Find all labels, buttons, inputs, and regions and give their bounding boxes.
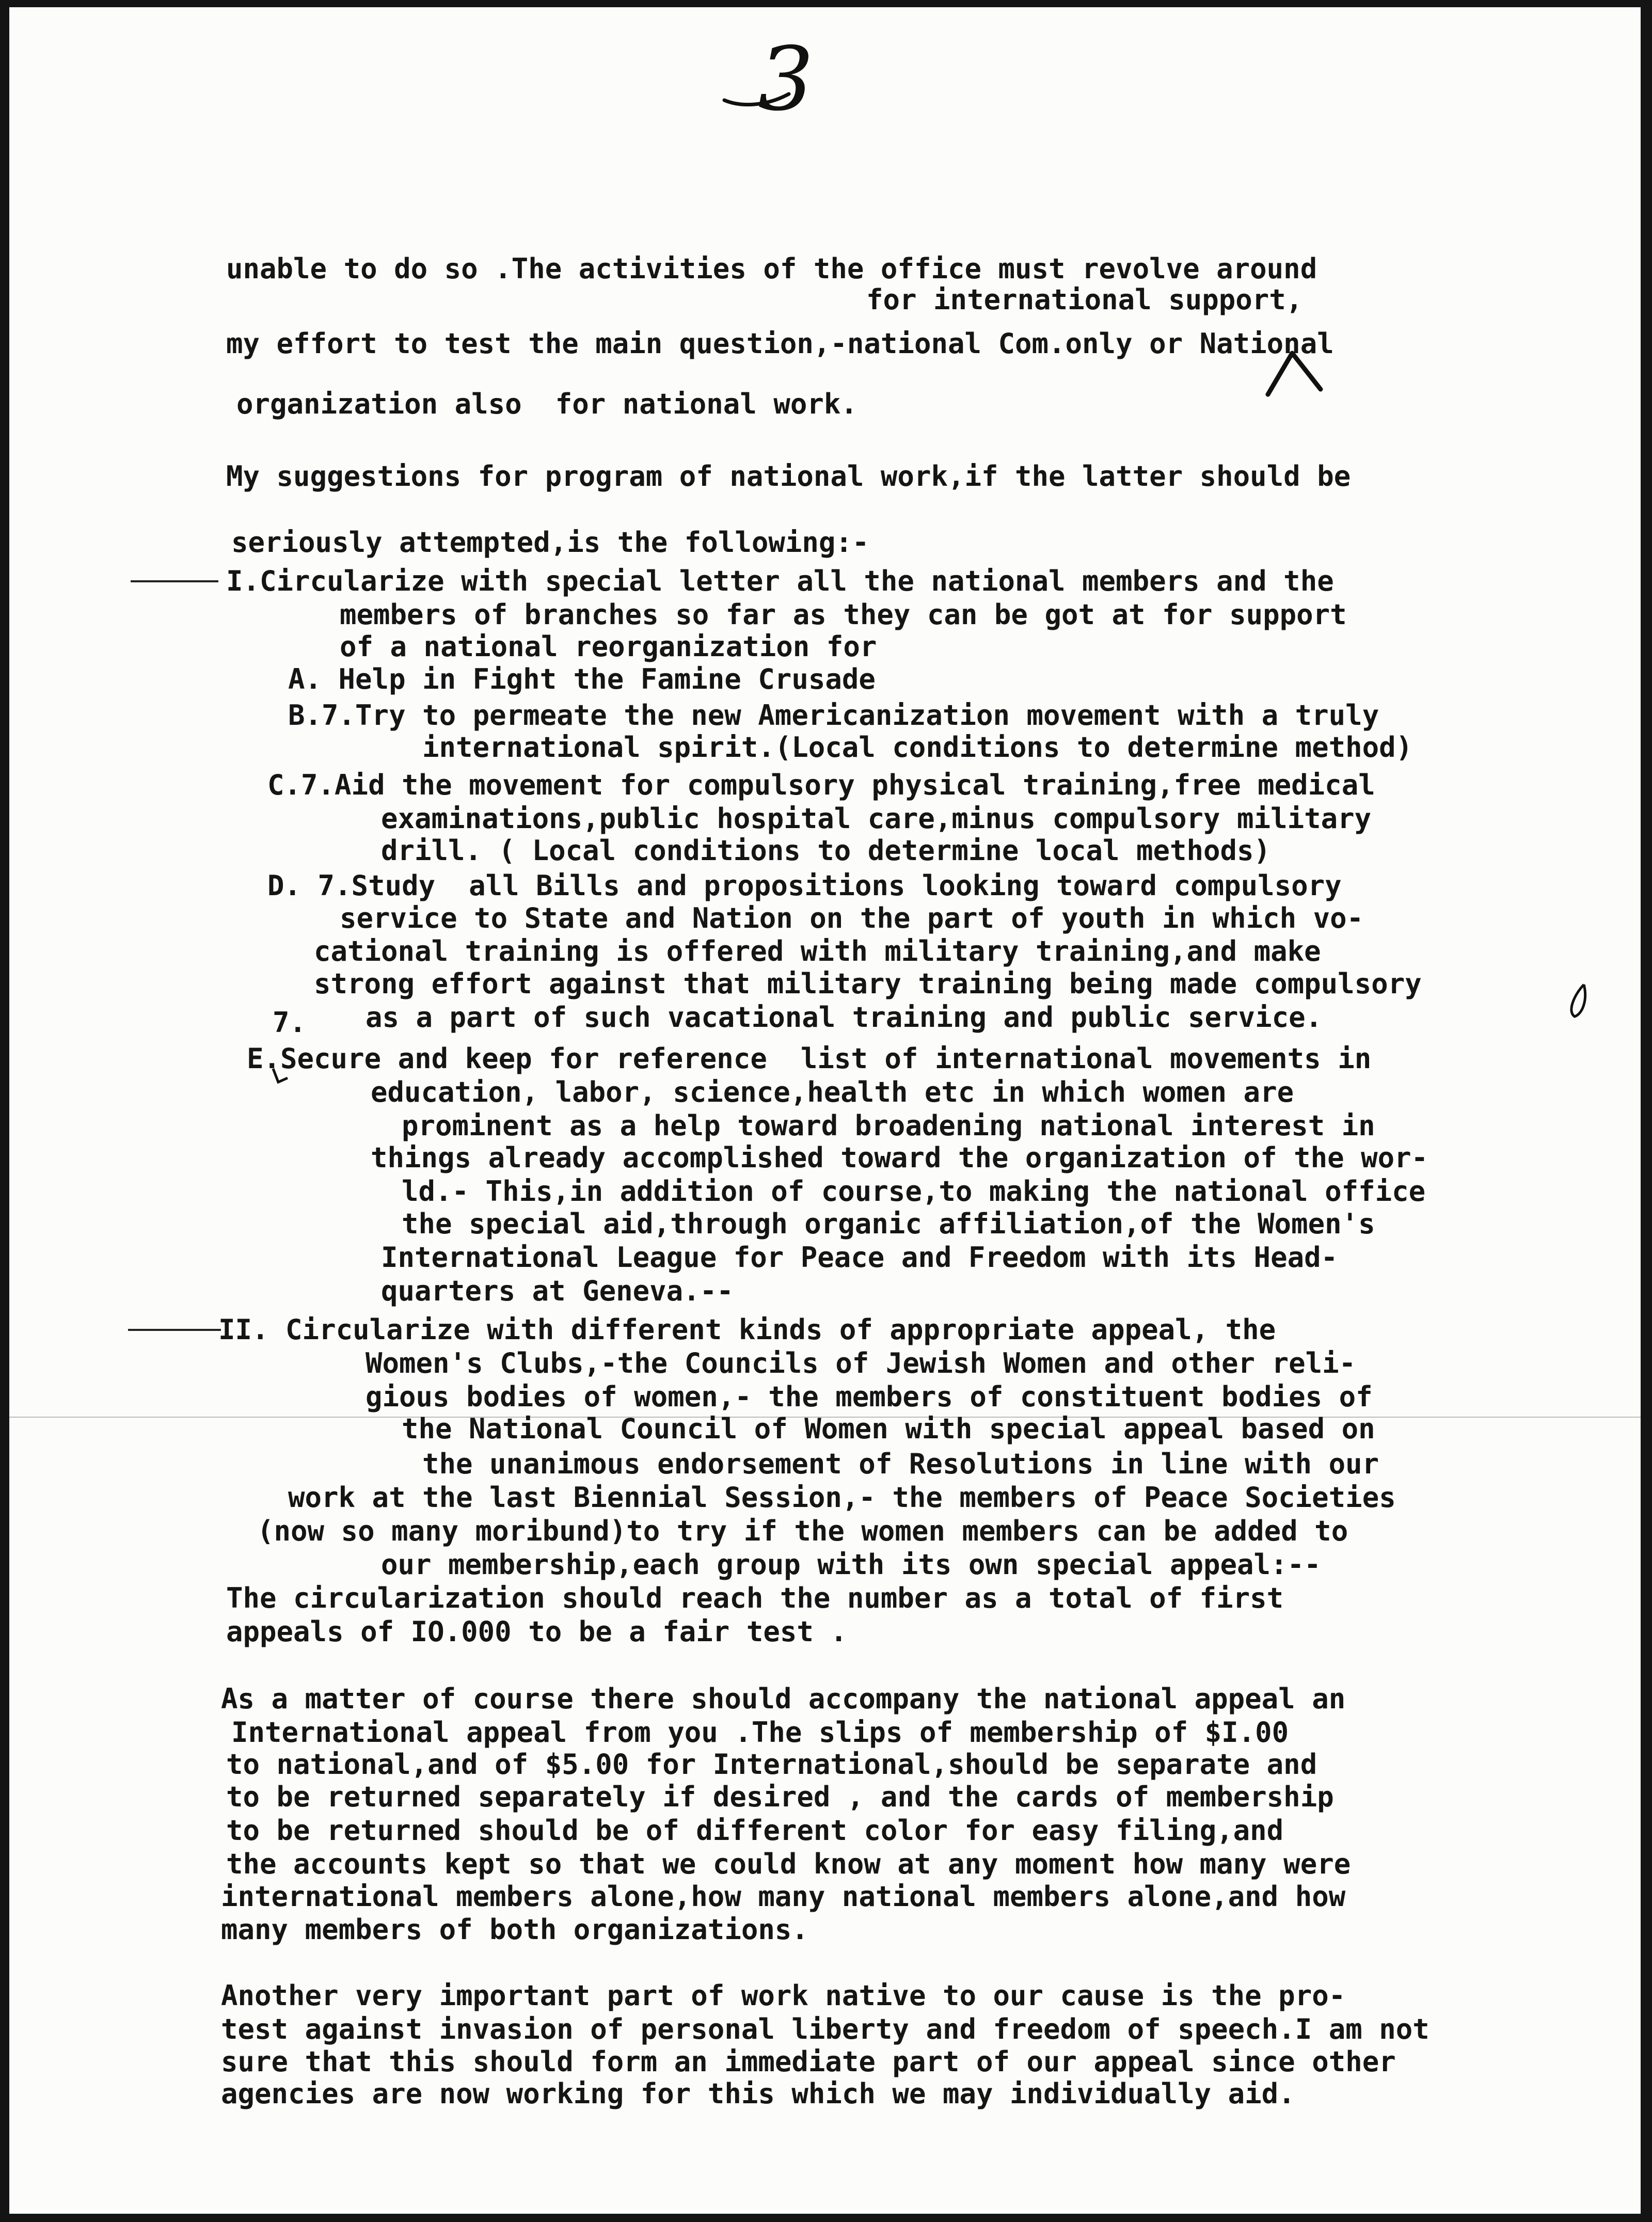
text-line: the unanimous endorsement of Resolutions in line with our — [422, 1448, 1379, 1480]
text-line: The circularization should reach the number as a total of first — [226, 1582, 1284, 1614]
pen-mark — [1563, 980, 1594, 1022]
margin-mark — [131, 580, 218, 582]
text-line: A. Help in Fight the Famine Crusade — [288, 663, 876, 695]
text-line: prominent as a help toward broadening national interest in — [402, 1109, 1375, 1142]
text-line: As a matter of course there should accompany the national appeal an — [221, 1683, 1346, 1715]
handwritten-insertion: for international support, — [866, 283, 1303, 316]
text-line: organization also for national work. — [236, 388, 857, 420]
text-line: to be returned separately if desired , and the cards of membership — [226, 1781, 1334, 1813]
text-line: sure that this should form an immediate part of our appeal since other — [221, 2045, 1396, 2078]
text-line: drill. ( Local conditions to determine local methods) — [381, 834, 1271, 867]
text-line: cational training is offered with military training,and make — [314, 935, 1321, 967]
text-line: E.Secure and keep for reference list of international movements in — [247, 1042, 1372, 1075]
text-line: International appeal from you .The slips of membership of $I.00 — [231, 1716, 1289, 1749]
text-line: unable to do so .The activities of the office must revolve around — [226, 252, 1317, 285]
text-line: the accounts kept so that we could know at any moment how many were — [226, 1848, 1351, 1880]
text-line: to national,and of $5.00 for International,should be separate and — [226, 1748, 1317, 1781]
text-line: international spirit.(Local conditions to determine method) — [422, 731, 1413, 764]
text-line: Women's Clubs,-the Councils of Jewish Women and other reli- — [366, 1347, 1356, 1379]
text-line: seriously attempted,is the following:- — [231, 526, 869, 559]
text-line: as a part of such vacational training and public service. — [366, 1001, 1323, 1034]
page-number: 3 — [758, 28, 814, 131]
text-line: many members of both organizations. — [221, 1913, 808, 1946]
text-line: gious bodies of women,- the members of constituent bodies of — [366, 1380, 1373, 1413]
text-line: (now so many moribund)to try if the women members can be added to — [257, 1515, 1348, 1547]
text-line: examinations,public hospital care,minus compulsory military — [381, 802, 1372, 835]
text-line: My suggestions for program of national work,if the latter should be — [226, 460, 1351, 493]
text-line: test against invasion of personal liberty and freedom of speech.I am not — [221, 2013, 1429, 2045]
text-line: international members alone,how many national members alone,and how — [221, 1880, 1346, 1913]
text-line: II. Circularize with different kinds of appropriate appeal, the — [218, 1313, 1276, 1346]
text-line: to be returned should be of different color for easy filing,and — [226, 1814, 1284, 1847]
text-line: work at the last Biennial Session,- the members of Peace Societies — [288, 1481, 1396, 1514]
text-line: International League for Peace and Freedom with its Head- — [381, 1241, 1338, 1274]
margin-mark — [128, 1329, 221, 1331]
text-line: education, labor, science,health etc in which women are — [371, 1076, 1294, 1108]
text-line: ld.- This,in addition of course,to making the national office — [402, 1175, 1426, 1208]
text-line: members of branches so far as they can be got at for support — [340, 598, 1347, 631]
text-line: the National Council of Women with special appeal based on — [402, 1412, 1375, 1445]
text-line: C.7.Aid the movement for compulsory physical training,free medical — [267, 769, 1375, 801]
document-page — [9, 7, 1641, 2214]
caret-mark — [1264, 348, 1326, 400]
text-line: quarters at Geneva.-- — [381, 1275, 734, 1307]
text-line: agencies are now working for this which we may individually aid. — [221, 2077, 1295, 2110]
text-line: strong effort against that military training being made compulsory — [314, 967, 1422, 1000]
text-line: the special aid,through organic affiliation,of the Women's — [402, 1208, 1375, 1240]
text-line: I.Circularize with special letter all the national members and the — [226, 565, 1334, 597]
text-line: things already accomplished toward the organization of the wor- — [371, 1141, 1428, 1174]
text-line: 7. — [273, 1006, 307, 1039]
text-line: D. 7.Study all Bills and propositions looking toward compulsory — [267, 869, 1342, 902]
text-line: B.7.Try to permeate the new Americanization movement with a truly — [288, 699, 1379, 732]
text-line: my effort to test the main question,-national Com.only or National — [226, 327, 1334, 360]
text-line: of a national reorganization for — [340, 630, 877, 663]
text-line: Another very important part of work native to our cause is the pro- — [221, 1979, 1346, 2012]
text-line: service to State and Nation on the part of youth in which vo- — [340, 902, 1364, 934]
caret-mark — [270, 1066, 291, 1086]
text-line: our membership,each group with its own special appeal:-- — [381, 1548, 1321, 1581]
text-line: appeals of IO.000 to be a fair test . — [226, 1615, 847, 1648]
